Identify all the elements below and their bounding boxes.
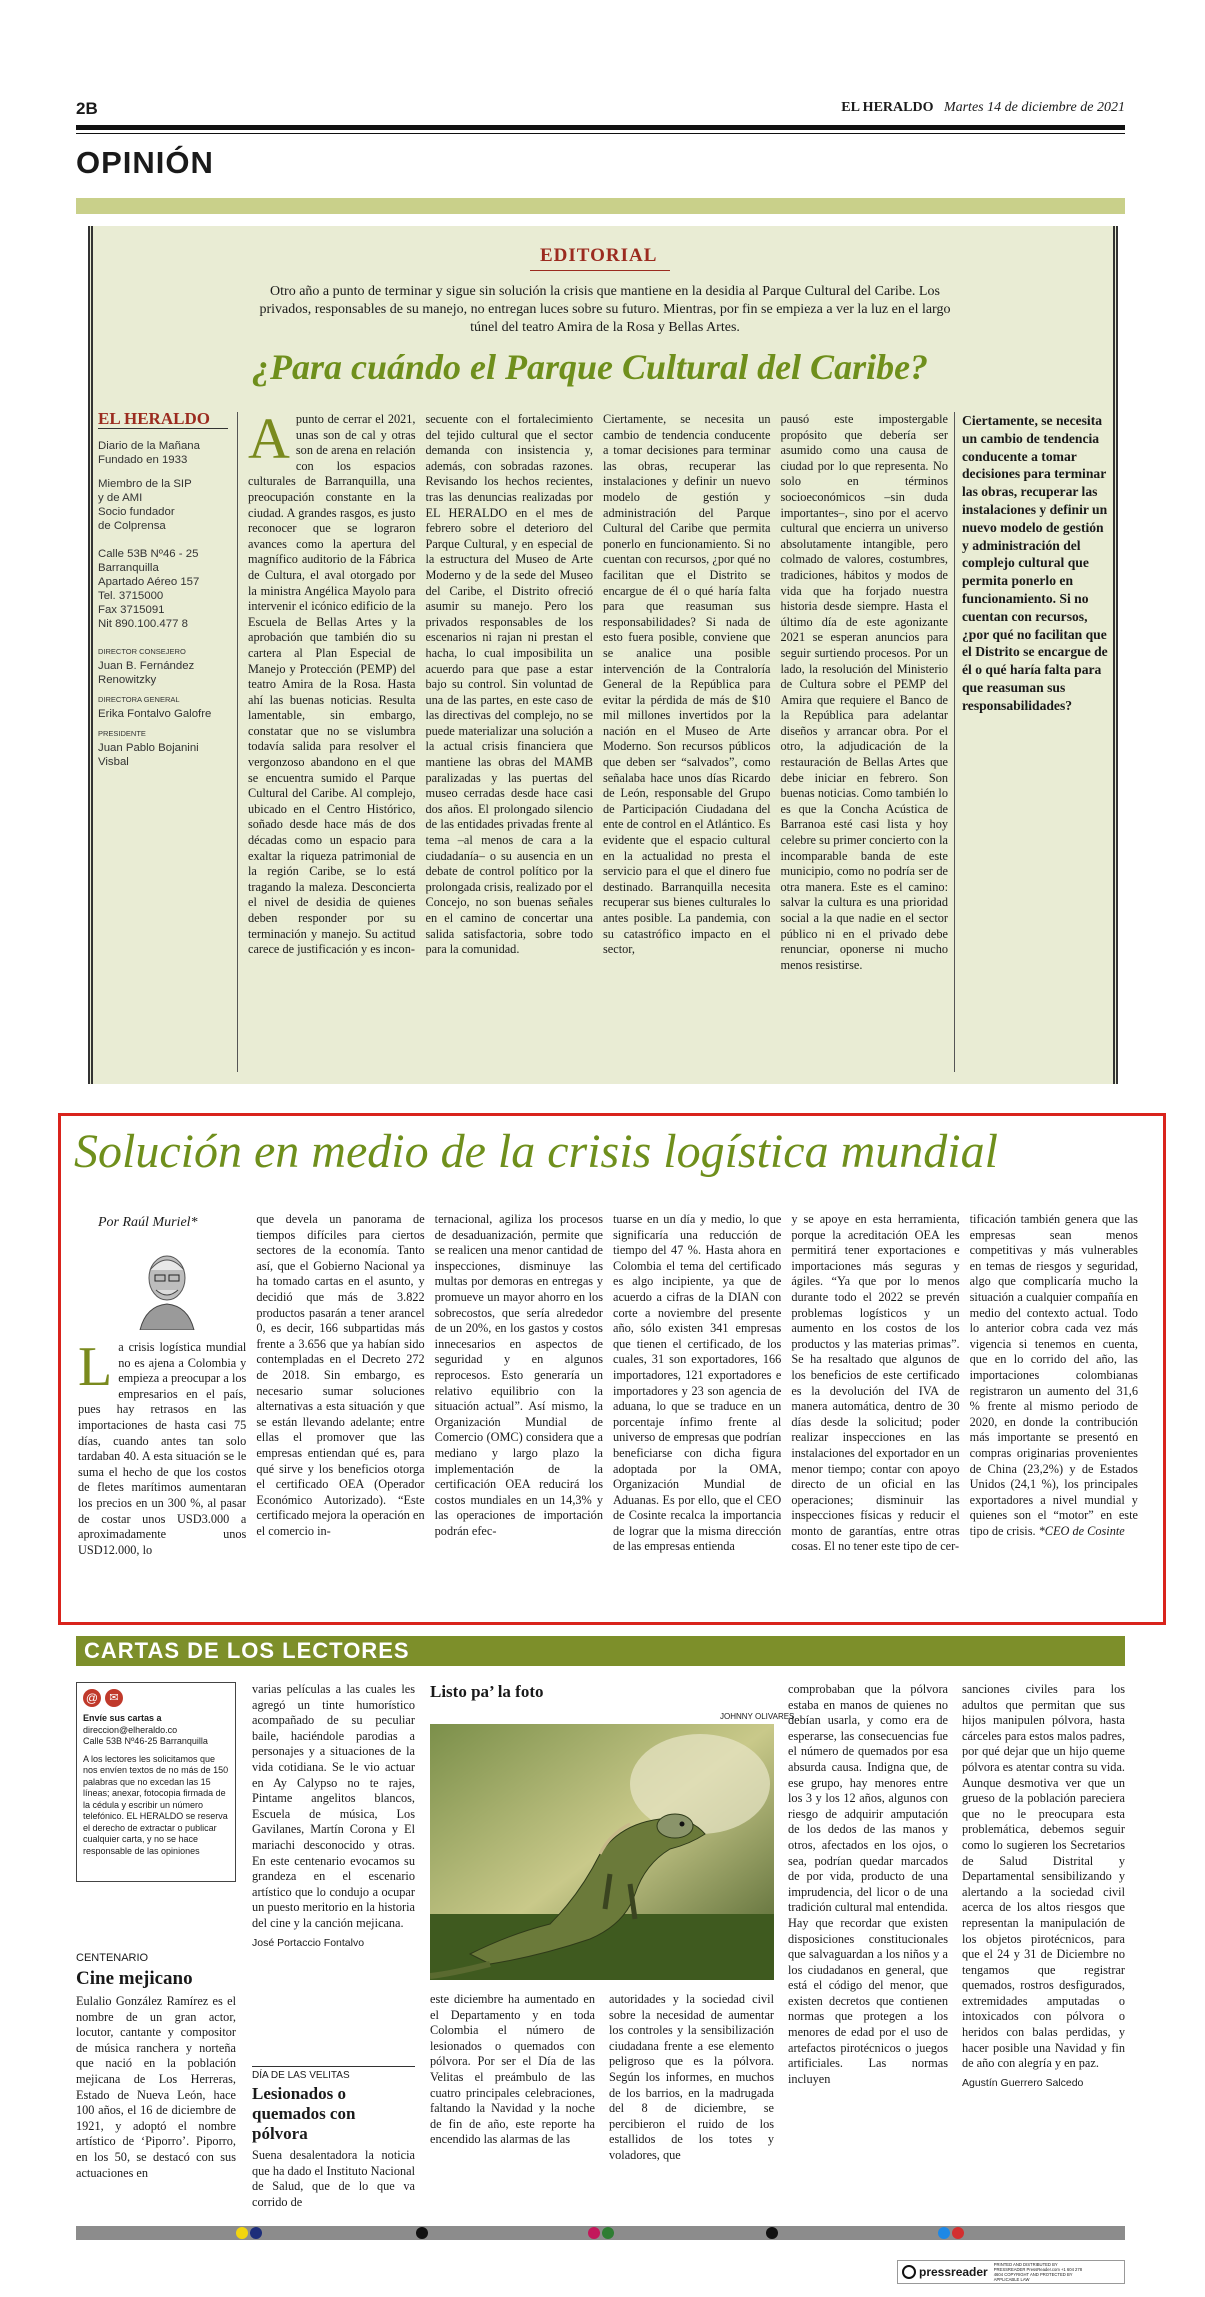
staff-name: Juan Pablo Bojanini Visbal [98, 742, 199, 768]
contact-title: Envíe sus cartas a [83, 1713, 162, 1723]
letter1-kicker: CENTENARIO [76, 1952, 149, 1964]
editorial-pullquote: Ciertamente, se necesita un cambio de tendencia conducente a tomar decisiones para terminar las obras, recuperar las instalaciones y definir un nuevo modelo de gestión y administración del complejo cultural que permita ponerlo en funcionamiento. Si no cuentan con recursos, ¿por qué no facilitan que el Distrito se encargue de él o qué haría falta para que reasuman sus responsabilidades? [962, 413, 1108, 713]
column-text: a crisis logística mundial no es ajena a Colombia y empieza a preocupar a los empresarios en el país, pues hay retrasos en las importaciones de hasta casi 75 días, cuando antes tan solo tardaban 40. A esta situación se le suma el hecho de que los costos de fletes marítimos aumentaran los precios en un 300 %, al pasar de costar unos USD3.000 a aproximadamente unos USD12.000, lo [78, 1340, 247, 1557]
editorial-col-3: Ciertamente, se necesita un cambio de tendencia conducente a tomar decisiones para terminar las obras, recuperar las instalaciones y definir un nuevo modelo de gestión y administración del Parque Cultural del Caribe que permita ponerlo en funcionamiento. Si no cuentan con recursos, ¿por qué no facilitan que el Distrito se encargue de él o qué haría falta para que reasuman sus responsabilidades? Si nada de esto fuera posible, conviene que se analice una posible intervención de la Contraloría General de la República para evitar la pérdida de más de $10 mil millones invertidos por la nación en el Museo de Arte Moderno. Son recursos públicos que deben ser “salvados”, como señalaba hace unos días Ricardo de León, responsable del Grupo de Participación Ciudadana del ente de control en el Atlántico. Es evidente que el espacio cultural en la actualidad no presta el servicio para el que el dinero fue destinado. Barranquilla necesita recuperar sus bienes culturales lo antes posible. La pandemia, con su catastrófico impacto en el sector, [603, 412, 771, 957]
column-col-2: que devela un panorama de tiempos difíciles para ciertos sectores de la economía. Tanto así, que el Gobierno Nacional ya ha tomado cartas en el asunto, y decidió que más de 3.822 productos pasarán a tener arancel 0, es decir, 166 subpartidas más frente a 3.656 que ya habían sido contempladas en el Decreto 272 de 2018. Sin embargo, es necesario sumar soluciones alternativas a esta situación y que se están llevando adelante; entre ellas el promover que las empresas entiendan qué es, para qué sirve y los beneficios otorga el certificado OEA (Operador Económico Autorizado). “Este certificado mejora la operación en el comercio in- [256, 1212, 425, 1538]
column-body [78, 1212, 1138, 1612]
staff-role: DIRECTORA GENERAL [98, 695, 180, 704]
photo-credit: JOHNNY OLIVARES [720, 1712, 795, 1721]
editorial-body [248, 412, 948, 1074]
column-byline: Por Raúl Muriel* [98, 1215, 198, 1230]
column-dropcap: L [78, 1336, 113, 1398]
photo-iguana [430, 1724, 774, 1980]
staff-name: Juan B. Fernández Renowitzky [98, 660, 195, 686]
paper-name: EL HERALDO [841, 100, 934, 115]
column-col-5: y se apoye en esta herramienta, porque la acreditación OEA les permitirá tener exportaciones e importaciones más seguras y ágiles. “Ya que por lo menos durante todo el 2022 se prevén problemas logísticos y un aumento en los costos de los productos y las materias primas”. Se ha resaltado que algunos de los beneficios de este certificado es la devolución del IVA de manera automática, dentro de 30 días desde la solicitud; poder realizar inspecciones en las instalaciones del exportador en un menor tiempo; contar con apoyo directo de un oficial en las operaciones; disminuir las inspecciones físicas y reducir el monto de garantías, entre otras cosas. El no tener este tipo de cer- [791, 1212, 960, 1554]
contact-icons [83, 1689, 229, 1707]
letter2-body [252, 1682, 415, 1951]
column-col-6 [970, 1212, 1138, 1612]
staff-box [98, 409, 228, 769]
masthead-rule-thin [76, 133, 1125, 134]
letter7-signature: Agustín Guerrero Salcedo [962, 2076, 1084, 2089]
staff-line: Nit 890.100.477 8 [98, 618, 188, 630]
at-icon: @ [83, 1689, 101, 1707]
color-dot-blue [250, 2227, 262, 2239]
letter7-text: sanciones civiles para los adultos que permitan que sus hijos manipulen pólvora, hasta cárceles para estos malos padres, por qué dejar que un hijo queme pólvora es atentar contra su vida. Aunque desmotiva ver que un grueso de la población pareciera que no le preocupara esta problemática, debemos seguir como lo sugieren los Secretarios de Salud Distrital y Departamental sensibilizando y alertando a la sociedad civil acerca de los altos riesgos que representan la manipulación de los objetos pirotécnicos, para que el 24 y 31 de Diciembre no tengamos que registrar quemados, rostros desfigurados, extremidades amputadas o intoxicados con pólvora o heridos con balas perdidas, y hacer posible una Navidad y fin de año con alegría y en paz. [962, 1682, 1125, 2071]
masthead-right [841, 99, 1125, 116]
editorial-kicker: EDITORIAL [540, 245, 658, 266]
photo-title: Listo pa’ la foto [430, 1682, 544, 1701]
issue-date: Martes 14 de diciembre de 2021 [943, 100, 1125, 115]
staff-name: Erika Fontalvo Galofre [98, 708, 212, 720]
pressreader-legal: PRINTED AND DISTRIBUTED BY PRESSREADER PressReader.com +1 604 278 4604 COPYRIGHT AND PROTECTED BY APPLICABLE LAW [993, 2262, 1083, 2282]
staff-role: DIRECTOR CONSEJERO [98, 647, 186, 656]
pressreader-brand: pressreader [919, 2265, 988, 2279]
staff-line: Socio fundador [98, 506, 175, 518]
contact-address: Calle 53B Nº46-25 Barranquilla [83, 1736, 208, 1746]
section-title: OPINIÓN [76, 145, 214, 180]
editorial-deck: Otro año a punto de terminar y sigue sin solución la crisis que mantiene en la desidia al Parque Cultural del Caribe. Los privados, responsables de su manejo, no entregan luces sobre su futuro. Mientras, por fin se empieza a ver la luz en el largo túnel del teatro Amira de la Rosa y Bellas Artes. [259, 284, 951, 335]
letter5-body: autoridades y la sociedad civil sobre la necesidad de aumentar los controles y la sensibilización ciudadana frente a ese elemento peligroso que es la pólvora. Según los informes, en muchos de los barrios, en la madrugada del 8 de diciembre, se percibieron el ruido de los estallidos de los totes y voladores, que [609, 1992, 774, 2162]
staff-line: Fax 3715091 [98, 604, 165, 616]
letter1-body: Eulalio González Ramírez es el nombre de un gran actor, locutor, cantante y compositor de música ranchera y norteña que nació en la población mejicana de Los Herreras, Estado de Nueva León, hace 100 años, el 16 de diciembre de 1921, y adoptó el nombre artístico de ‘Piporro’. Piporro, en los 50, se destacó con sus actuaciones en [76, 1994, 236, 2180]
staff-role: PRESIDENTE [98, 729, 146, 738]
editorial-col-2: secuente con el fortalecimiento del tejido cultural que el sector demanda con insistencia y, además, con sobradas razones. Revisando los hechos recientes, tras las denuncias realizadas por EL HERALDO en el mes de febrero sobre el deterioro del Parque Cultural, y en especial de la estructura del Museo de Arte Moderno y de la sede del Museo del Caribe, el Distrito ofreció asumir su manejo. Pero los privados responsables de los escenarios ni rajan ni prestan el hacha, lo cual imposibilita un acuerdo para que pase a estar bajo su control. Sin voluntad de una de las partes, en este caso de las directivas del complejo, no se puede materializar una solución a la actual crisis financiera que mantiene las obras del MAMB paralizadas y las puertas del museo cerradas desde hace casi dos años. El prolongado silencio de las entidades privadas frente al tema –al menos de cara a la ciudadanía– o su ausencia en un debate de control político por la prolongada crisis, realizado por el Concejo, no son buenas señales en el camino de concertar una salida satisfactoria, sobre todo para la comunidad. [425, 412, 593, 957]
contact-email[interactable]: direccion@elheraldo.co [83, 1724, 178, 1735]
kicker-underline [530, 270, 670, 271]
envelope-icon: ✉ [105, 1689, 123, 1707]
color-dot-cyan [938, 2227, 950, 2239]
staff-logo: EL HERALDO [98, 412, 228, 429]
editorial-col-1 [248, 412, 416, 1074]
page-number: 2B [76, 99, 98, 118]
staff-line: de Colprensa [98, 520, 166, 532]
pressreader-badge[interactable] [897, 2260, 1125, 2284]
letter1-title: Cine mejicano [76, 1968, 193, 1989]
column-headline: Solución en medio de la crisis logística mundial [74, 1125, 998, 1178]
letter2-text: varias películas a las cuales les agregó un tinte humorístico acompañado de su peculiar baile, haciéndole parodias a personajes y a situaciones de la vida cotidiana. Se le vio actuar en Ay Calypso no te rajes, Pintame angelitos blancos, Escuela de música, Los Gavilanes, Martín Corona y El mariachi desconocido y otras. En este centenario evocamos su grandeza en el escenario artístico que lo condujo a ocupar un puesto meritorio en la historia del cine y la canción mejicana. [252, 1682, 415, 1930]
staff-line: Barranquilla [98, 562, 159, 574]
letter7-body [962, 1682, 1125, 2091]
letter3-body: Suena desalentadora la noticia que ha dado el Instituto Nacional de Salud, que de lo que va corrido de [252, 2148, 415, 2209]
section-bar [76, 198, 1125, 214]
pullquote-divider [954, 412, 955, 1072]
letter3-kicker: DÍA DE LAS VELITAS [252, 2070, 350, 2081]
editorial-col-4: pausó este impostergable propósito que debería ser asumido como una causa de ciudad por lo que representa. No solo en términos socioeconómicos –sin duda importantes–, sino por el acervo cultural que encierra un universo absolutamente intangible, pero colmado de valores, costumbres, tradiciones, hábitos y modos de vida que ha forjado nuestra historia desde siempre. Hasta el último día de este agonizante 2021 se esperan anuncios para seguir surtiendo procesos. Por un lado, la resolución del Ministerio de Cultura sobre el PEMP del Amira que requiere el Banco de la República para adelantar diseños y arrancar obra. Por el otro, la adjudicación de la restauración de Bellas Artes que debe iniciar en febrero. Son buenas noticias. Como también lo es que la Concha Acústica de Barranoa esté casi lista y hoy celebre su primer concierto con la incomparable banda de este municipio, como no podría ser de otra manera. Este es el camino: salvar la cultura es una prioridad social a la que nadie en el sector público ni en el privado debe renunciar, oponerse ni mucho menos resistirse. [780, 412, 948, 972]
color-dot-red [952, 2227, 964, 2239]
color-dot-magenta [588, 2227, 600, 2239]
staff-line: Tel. 3715000 [98, 590, 164, 602]
registration-dots [76, 2226, 1125, 2240]
color-dot-green [602, 2227, 614, 2239]
editorial-text: punto de cerrar el 2021, unas son de cal y otras son de arena en relación con los espacios culturales de Barranquilla, una preocupación constante en la ciudad. A grandes rasgos, es justo reconocer que se lograron avances como la apertura del magnífico auditorio de la Fábrica de Cultura, el aval otorgado por la ministra Angélica Mayolo para intervenir el icónico edificio de la Escuela de Bellas Artes y la aprobación que también dio su cartera al Plan Especial de Manejo y Protección (PEMP) del teatro Amira de la Rosa. Hasta ahí las buenas noticias. Resulta lamentable, sin embargo, constatar que no se vislumbra todavía salida para resolver el vergonzoso abandono en el que se encuentra sumido el Parque Cultural del Caribe. Al complejo, ubicado en el Centro Histórico, soñado desde hace más de dos décadas como un espacio para exaltar la riqueza patrimonial de la región Caribe, se lo está tragando la maleza. Desconcierta el nivel de desidia de quienes deben responder por su terminación y manejo. Su actitud carece de justificación y es incon- [248, 412, 416, 957]
color-dot-black [416, 2227, 428, 2239]
staff-line: Apartado Aéreo 157 [98, 576, 200, 588]
letter2-signature: José Portaccio Fontalvo [252, 1936, 365, 1949]
column-col-1 [78, 1212, 246, 1612]
column-footnote: *CEO de Cosinte [1038, 1523, 1125, 1538]
editorial-headline: ¿Para cuándo el Parque Cultural del Caribe? [252, 347, 929, 387]
column-col-4: tuarse en un día y medio, lo que significaría una reducción de tiempo del 47 %. Hasta ahora en Colombia el tema del certificado es algo incipiente, ya que de acuerdo a cifras de la DIAN con corte a noviembre del presente año, sólo existen 341 empresas que tienen el certificado, de los cuales, 31 son exportadores, 166 importadores, 121 exportadores e importadores y 23 son agencia de aduana, lo que se traduce en un porcentaje ínfimo frente al universo de empresas que podrían beneficiarse con dicha figura adoptada por la OMA, Organización Mundial de Aduanas. Es por ello, que el CEO de Cosinte recalca la importancia de lograr que la misma dirección de las empresas entienda [612, 1212, 782, 1554]
color-dot-yellow [236, 2227, 248, 2239]
staff-line: Calle 53B Nº46 - 25 [98, 548, 199, 560]
column-col-3: ternacional, agiliza los procesos de desaduanización, permite que se realicen una menor cantidad de inspecciones, disminuye las multas por demoras en entregas y promueve un mayor ahorro en los sobrecostos, que sería alrededor de un 20%, en los gastos y costos innecesarios en aspectos de seguridad y en algunos reprocesos. Esto generaría un relativo equilibrio con la situación actual”. Así mismo, la Organización Mundial de Comercio (OMC) considera que a mediano y largo plazo la implementación de la certificación OEA reducirá los costos mundiales en un 14,3% y las operaciones de importación podrán efec- [434, 1212, 603, 1538]
masthead-rule [76, 125, 1125, 130]
contact-box [76, 1682, 236, 1882]
pressreader-logo-icon [902, 2265, 916, 2279]
cartas-banner: CARTAS DE LOS LECTORES [76, 1636, 1125, 1666]
letter6-body: comprobaban que la pólvora estaba en manos de quienes no debían usarla, y como era de esperarse, las consecuencias fue el número de quemados por esa absurda causa. Indigna que, de ese grupo, hay menores entre los 3 y los 12 años, algunos con riesgo de adquirir amputación de los dedos de las manos y otros, afectados en los ojos, o sea, podrían quedar marcados de por vida, producto de una imprudencia, del licor o de una tradición cultural mal entendida. Hay que recordar que existen disposiciones constitucionales que salvaguardan a los niños y a los ciudadanos en general, que está el código del menor, que existen decretos que contienen normas que protegen a los menores de edad por el uso de artefactos pirotécnicos o juegos artificiales. Las normas incluyen [788, 1682, 948, 2086]
color-dot-black-2 [766, 2227, 778, 2239]
iguana-photo [430, 1724, 774, 1980]
contact-text: A los lectores les solicitamos que nos envíen textos de no más de 150 palabras que no excedan las 15 líneas; anexar, fotocopia firmada de la cédula y escribir un número telefónico. EL HERALDO se reserva el derecho de extractar o publicar cualquier carta, y no se hace responsable de las opiniones [83, 1753, 229, 1856]
staff-divider [237, 412, 238, 1072]
editorial-dropcap: A [248, 412, 290, 471]
staff-line: Diario de la Mañana [98, 440, 200, 452]
letter4-body: este diciembre ha aumentado en el Departamento y en toda Colombia el número de lesionados o quemados con pólvora. Por ser el Día de las Velitas el preámbulo de las cuatro principales celebraciones, faltando la Navidad y la noche de fin de año, este reporte ha encendido las alarmas de las [430, 1992, 595, 2147]
letter3-title: Lesionados o quemados con pólvora [252, 2084, 356, 2143]
staff-line: y de AMI [98, 492, 143, 504]
column-text: tificación también genera que las empresas sean menos competitivas y más vulnerables en temas de riesgos y seguridad, algo que complicaría mucho la situación a cualquier compañía en medio del contexto actual. Todo lo anterior cobra cada vez más vigencia si tenemos en cuenta, que en lo corrido del año, las importaciones colombianas registraron un aumento del 31,6 % frente al mismo periodo de 2020, en donde la contribución más importante se presentó en compras originarias provenientes de China (23,2%) y de Estados Unidos (24,1 %), los principales exportadores a nivel mundial y quienes son el “motor” en este tipo de crisis. [969, 1212, 1138, 1538]
staff-line: Fundado en 1933 [98, 454, 188, 466]
letter3-rule [252, 2066, 415, 2067]
staff-line: Miembro de la SIP [98, 478, 192, 490]
